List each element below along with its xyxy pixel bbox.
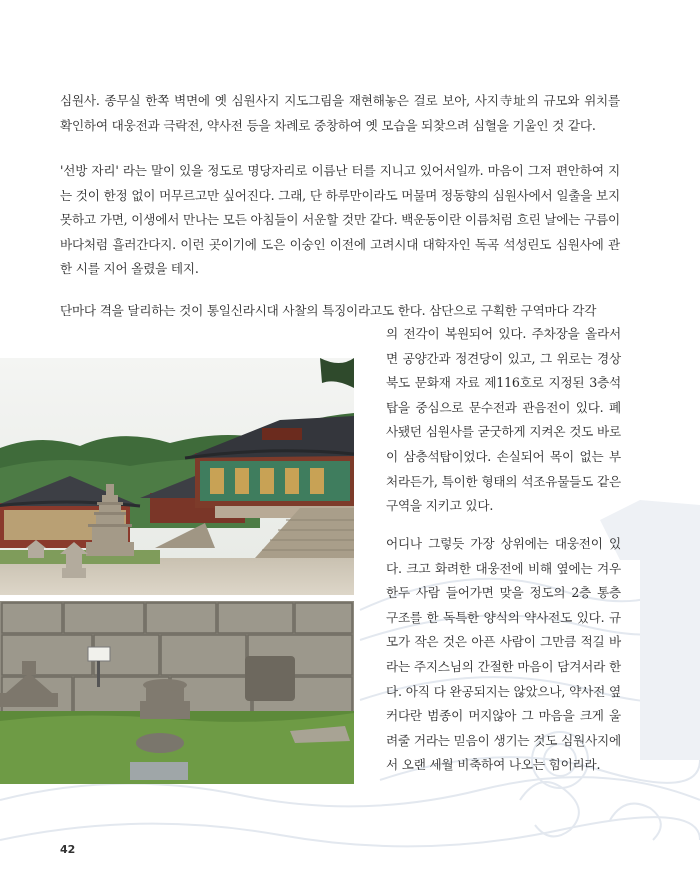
paragraph-4: 어디나 그렇듯 가장 상위에는 대웅전이 있다. 크고 화려한 대웅전에 비해 옆에는 겨우 한두 사람 들어가면 맞을 정도의 2층 통층 구조를 한 독특한 양식의 약사전도 있다. 규모가 작은 것은 아픈 사람이 그만큼 적길 바라는 주지스님의 간절한 마음이 담겨서라 한다. 아직 다 완공되지는 않았으나, 약사전 옆 커다란 범종이 머지않아 그 마음을 크게 울려줄 거라는 믿음이 생기는 것도 심원사지에서 오랜 세월 비축하여 나오는 힘이리라.: [386, 536, 621, 773]
stone-relics-photo: [0, 601, 354, 784]
page-number: 42: [60, 843, 76, 856]
temple-photo: [0, 358, 354, 595]
paragraph-1: 심원사. 종무실 한쪽 벽면에 옛 심원사지 지도그림을 재현해놓은 걸로 보아, 사지寺址의 규모와 위치를 확인하여 대웅전과 극락전, 약사전 등을 차례로 중창하여 옛 모습을 되찾으려 심혈을 기울인 것 같다.: [60, 93, 620, 133]
paragraph-3-continued: 의 전각이 복원되어 있다. 주차장을 올라서면 공양간과 정견당이 있고, 그 위로는 경상북도 문화재 자료 제116호로 지정된 3층석탑을 중심으로 문수전과 관음전이 있다. 폐사됐던 심원사를 굳굿하게 지켜온 것도 바로 이 삼층석탑이었다. 손실되어 목이 없는 부처라든가, 특이한 형태의 석조유물들도 같은 구역을 지키고 있다.: [386, 326, 621, 514]
paragraph-2: '선방 자리' 라는 말이 있을 정도로 명당자리로 이름난 터를 지니고 있어서일까. 마음이 그저 편안하여 지는 것이 한정 없이 머무르고만 싶어진다. 그래, 단 하루만이라도 머물며 정동향의 심원사에서 일출을 보지 못하고 가면, 이생에서 만나는 모든 아침들이 서운할 것만 같다. 백운동이란 이름처럼 흐린 날에는 구름이 바다처럼 흘러간다지. 이런 곳이기에 도은 이숭인 이전에 고려시대 대학자인 독곡 석성린도 심원사에 관한 시를 지어 올렸을 테지.: [60, 163, 620, 277]
paragraph-3: 단마다 격을 달리하는 것이 통일신라시대 사찰의 특징이라고도 한다. 삼단으로 구획한 구역마다 각각: [60, 303, 597, 318]
